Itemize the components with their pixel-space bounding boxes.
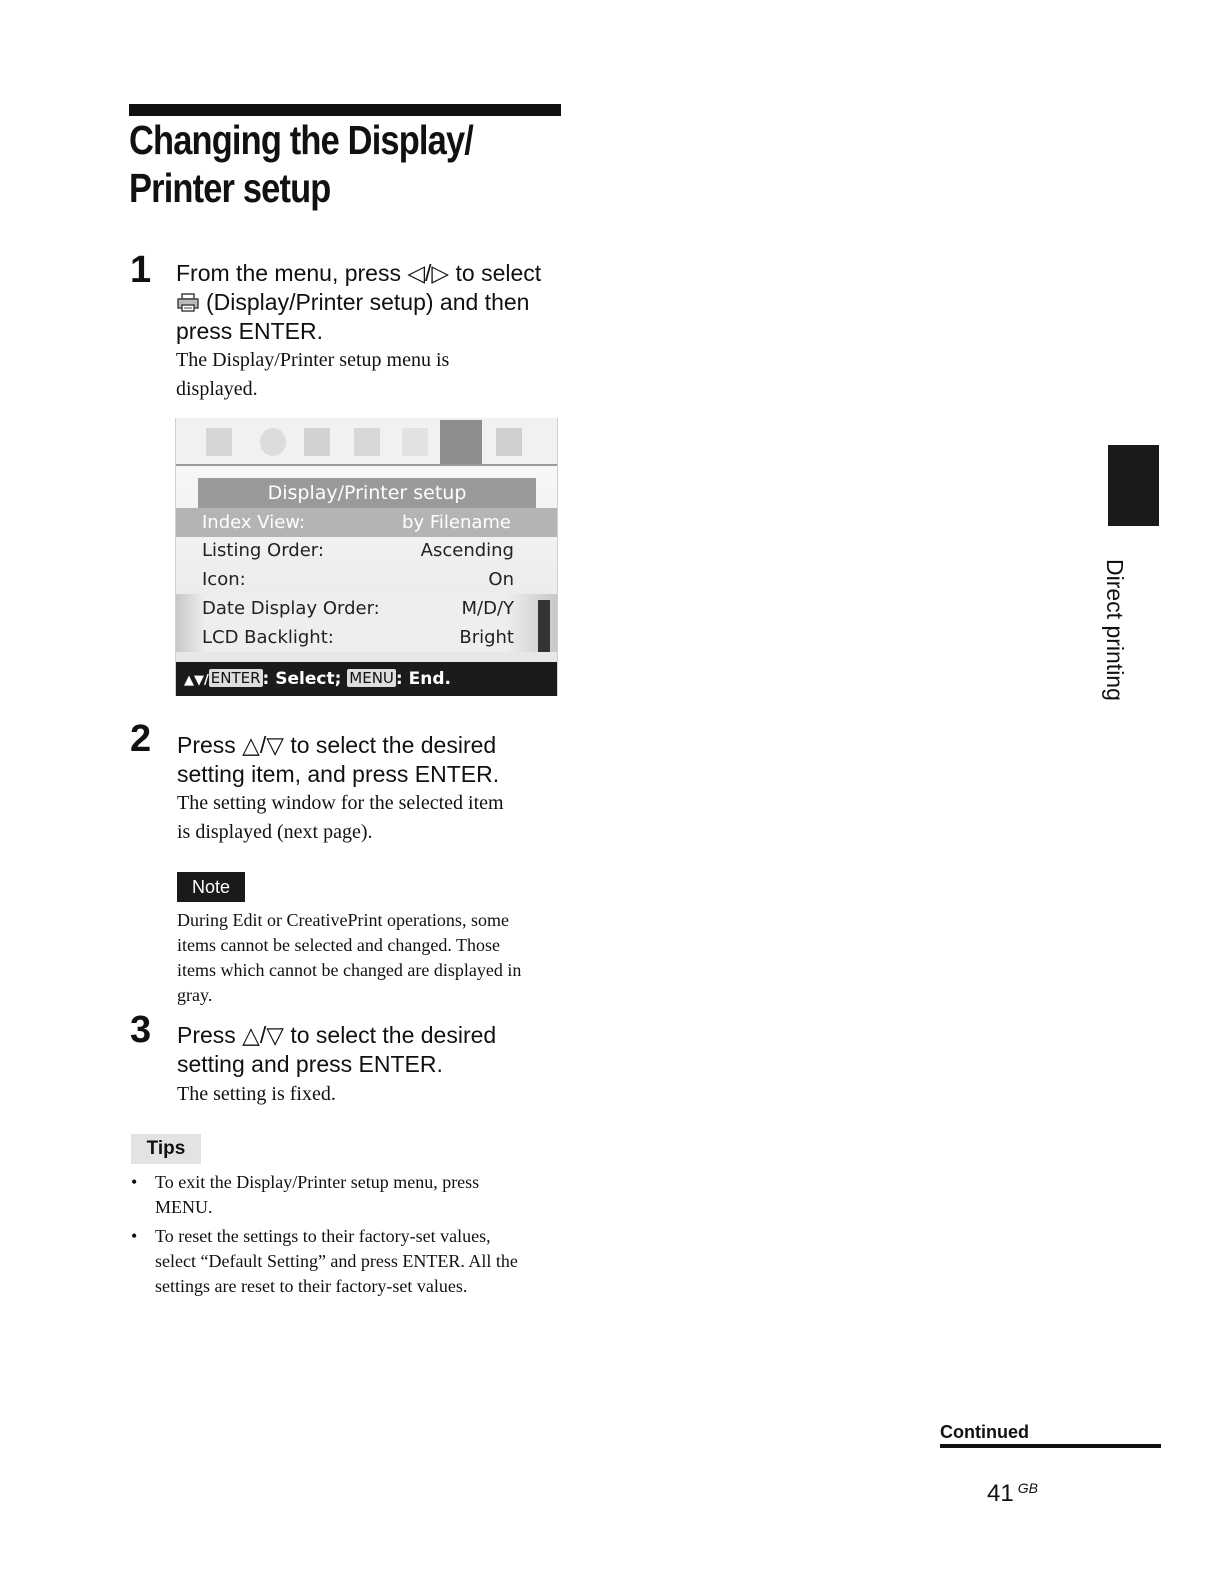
lcd-row-index-view [176, 508, 557, 537]
page-number-suffix: GB [1017, 1480, 1038, 1496]
lcd-row-value: by Filename [402, 512, 511, 533]
lcd-row-label: Index View: [202, 512, 306, 533]
lcd-menu-title: Display/Printer setup [198, 478, 536, 508]
tip-line: MENU. [155, 1197, 213, 1217]
lcd-row-label: Listing Order: [202, 540, 324, 561]
step-3-heading-line-1: Press △/▽ to select the desired [177, 1022, 497, 1048]
lcd-row-value: Ascending [420, 540, 514, 561]
display-printer-setup-icon [176, 293, 200, 313]
bullet-icon: • [131, 1226, 138, 1246]
page-number-value: 41 [987, 1480, 1014, 1507]
lcd-key-guide [176, 662, 557, 696]
step-2-number: 2 [130, 718, 152, 760]
lcd-slideshow-icon [354, 428, 380, 456]
step-1-heading-line-3: press ENTER. [176, 318, 323, 344]
page-title-line-2: Printer setup [129, 165, 331, 211]
tip-line: settings are reset to their factory-set values. [155, 1276, 468, 1296]
lcd-row-value: On [488, 569, 514, 590]
title-rule [129, 104, 561, 116]
tip-line: To reset the settings to their factory-set values, [155, 1226, 491, 1246]
lcd-creativeprint-icon [260, 428, 286, 456]
page-title [129, 116, 515, 212]
lcd-batch-print-icon [304, 428, 330, 456]
tips-badge: Tips [131, 1134, 201, 1164]
note-line: items cannot be selected and changed. Those [177, 935, 501, 955]
up-down-arrows-icon: ▲▼/ [184, 673, 209, 688]
lcd-setup-icon [496, 428, 522, 456]
select-text: : Select; [262, 669, 342, 689]
step-3-number: 3 [130, 1009, 152, 1051]
page-title-line-1: Changing the Display/ [129, 117, 474, 163]
step-1-heading-line-2 [176, 288, 576, 317]
note-badge: Note [177, 872, 245, 902]
lcd-row-value: M/D/Y [461, 598, 514, 619]
step-3-heading [177, 1021, 577, 1079]
note-line: items which cannot be changed are displayed in [177, 960, 522, 980]
chapter-tab-marker [1108, 445, 1159, 526]
step-1-body-line-2: displayed. [176, 378, 258, 400]
lcd-export-icon [402, 428, 428, 456]
step-1-heading-line-1: From the menu, press ◁/▷ to select [176, 260, 542, 286]
lcd-row-label: Date Display Order: [202, 598, 380, 619]
step-2-body-line-2: is displayed (next page). [177, 821, 373, 843]
tip-item [131, 1224, 571, 1299]
tips-list [131, 1170, 571, 1303]
step-1-number: 1 [130, 249, 152, 291]
tip-line: select “Default Setting” and press ENTER. All the [155, 1251, 518, 1271]
lcd-scrollbar [538, 600, 550, 652]
tip-item [131, 1170, 571, 1220]
lcd-screenshot [175, 418, 558, 696]
page-number [987, 1474, 1038, 1508]
note-line: During Edit or CreativePrint operations, some [177, 910, 509, 930]
step-2-heading-line-2: setting item, and press ENTER. [177, 761, 500, 787]
lcd-row-value: Bright [459, 627, 514, 648]
step-1-body [176, 346, 576, 404]
lcd-row-date-display-order [176, 594, 557, 623]
note-line: gray. [177, 985, 213, 1005]
lcd-row-icon [202, 565, 514, 594]
end-text: : End. [395, 669, 451, 689]
lcd-menu-icon-bar [176, 418, 557, 466]
step-1-heading-line-2-text: (Display/Printer setup) and then [206, 289, 530, 315]
note-text [177, 908, 567, 1008]
step-2-body-line-1: The setting window for the selected item [177, 792, 504, 814]
lcd-edit-icon [206, 428, 232, 456]
step-2-body [177, 789, 577, 847]
step-1-heading [176, 259, 576, 346]
chapter-side-label: Direct printing [1102, 559, 1128, 701]
step-3-body-line-1: The setting is fixed. [177, 1083, 336, 1105]
lcd-row-listing-order [202, 536, 514, 565]
lcd-row-lcd-backlight [176, 623, 557, 652]
continued-label: Continued [940, 1422, 1029, 1442]
step-2-heading [177, 731, 577, 789]
step-3-body [177, 1080, 577, 1109]
bullet-icon: • [131, 1172, 138, 1192]
lcd-row-label: Icon: [202, 569, 246, 590]
lcd-row-label: LCD Backlight: [202, 627, 334, 648]
lcd-display-printer-setup-icon [440, 420, 482, 464]
continued-rule [940, 1444, 1161, 1448]
step-3-heading-line-2: setting and press ENTER. [177, 1051, 443, 1077]
menu-key-label: MENU [349, 669, 394, 687]
step-2-heading-line-1: Press △/▽ to select the desired [177, 732, 497, 758]
enter-key-label: ENTER [210, 669, 261, 687]
step-1-body-line-1: The Display/Printer setup menu is [176, 349, 450, 371]
tip-line: To exit the Display/Printer setup menu, press [155, 1172, 480, 1192]
